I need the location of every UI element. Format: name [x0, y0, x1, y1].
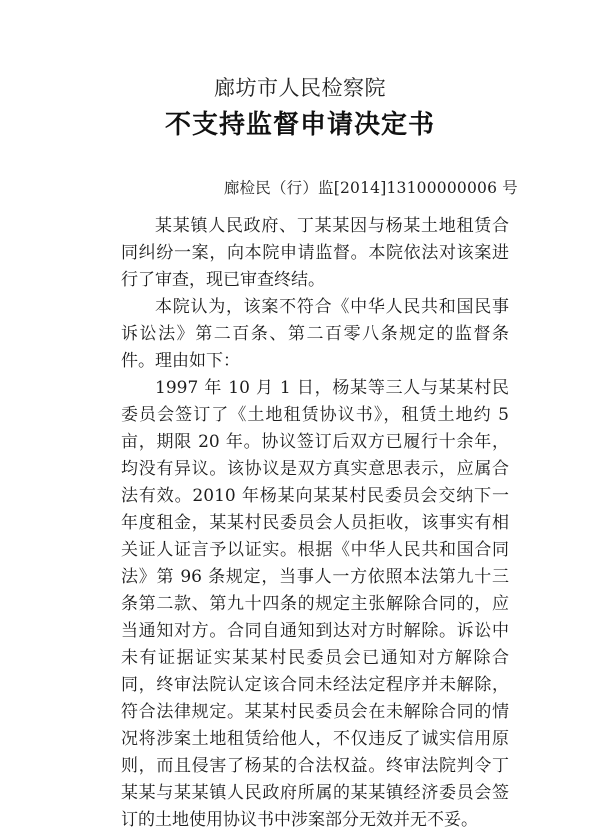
document-body — [121, 213, 509, 834]
document-number: 廊检民（行）监[2014]13100000006 号 — [223, 179, 518, 197]
document-title: 不支持监督申请决定书 — [164, 110, 435, 140]
paragraph-court-opinion: 本院认为，该案不符合《中华人民共和国民事诉讼法》第二百条、第二百零八条规定的监督条件。理由如下： — [121, 297, 509, 371]
paragraph-reasoning: 1997 年 10 月 1 日，杨某等三人与某某村民委员会签订了《土地租赁协议书》，租赁土地约 5 亩，期限 20 年。协议签订后双方已履行十余年，均没有异议。该协议是双方真实意思表示，应属合法有效。2010 年杨某向某某村民委员会交纳下一年度租金，某某村民委员会人员拒收，该事实有相关证人证言予以证实。根据《中华人民共和国合同法》第 96 条规定，当事人一方依照本法第九十三条第二款、第九十四条的规定主张解除合同的，应当通知对方。合同自通知到达对方时解除。诉讼中未有证据证实某某村民委员会已通知对方解除合同，终审法院认定该合同未经法定程序并未解除，符合法律规定。某某村民委员会在未解除合同的情况将涉案土地租赁给他人，不仅违反了诚实信用原则，而且侵害了杨某的合法权益。终审法院判令丁某某与某某镇人民政府所属的某某镇经济委员会签订的土地使用协议书中涉案部分无效并无不妥。 — [121, 378, 509, 830]
organization-name: 廊坊市人民检察院 — [214, 76, 386, 100]
paragraph-case-intro: 某某镇人民政府、丁某某因与杨某土地租赁合同纠纷一案，向本院申请监督。本院依法对该案进行了审查，现已审查终结。 — [121, 216, 509, 290]
